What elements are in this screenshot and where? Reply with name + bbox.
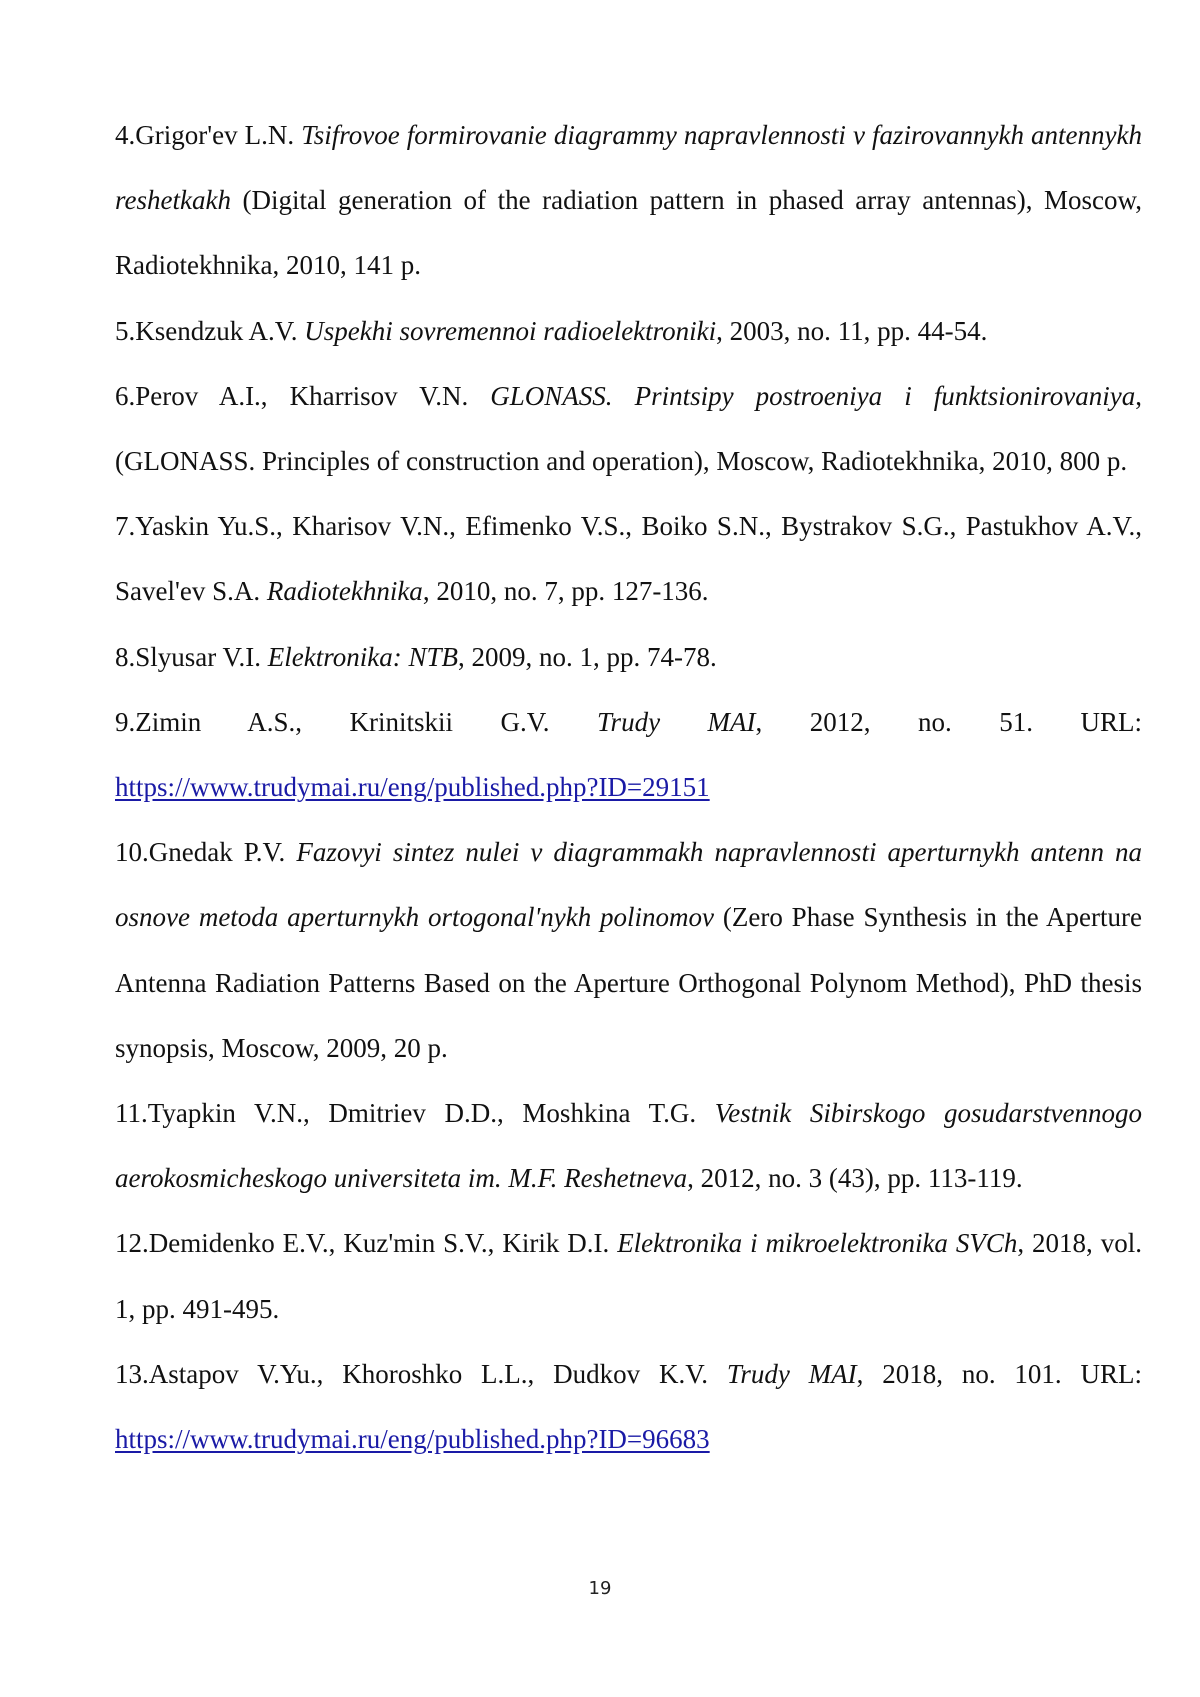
reference-authors: Ksendzuk A.V.: [135, 315, 298, 346]
reference-details: , 2012, no. 51. URL:: [755, 706, 1143, 737]
reference-item: [115, 299, 1142, 364]
reference-number: 13.: [115, 1358, 149, 1389]
reference-title: Elektronika i mikroelektronika SVCh: [617, 1228, 1018, 1259]
reference-item: [115, 103, 1142, 299]
reference-details: , 2009, no. 1, pp. 74-78.: [458, 641, 717, 672]
reference-item: [115, 690, 1142, 820]
reference-authors: Grigor'ev L.N.: [135, 120, 295, 150]
reference-authors: Astapov V.Yu., Khoroshko L.L., Dudkov K.V.: [148, 1358, 708, 1389]
reference-details: , (GLONASS. Principles of construction and operation), Moscow, Radiotekhnika, 2010, 800 p.: [115, 380, 1143, 477]
reference-number: 7.: [115, 511, 136, 542]
reference-title: Tsifrovoe formirovanie diagrammy napravlennosti v fazirovannykh antennykh reshetkakh: [115, 120, 1143, 216]
reference-title: Elektronika: NTB: [267, 641, 458, 672]
reference-number: 9.: [115, 706, 136, 737]
reference-title: Trudy MAI: [597, 706, 756, 737]
reference-authors: Yaskin Yu.S., Kharisov V.N., Efimenko V.S., Boiko S.N., Bystrakov S.G., Pastukhov A.V., Savel'ev S.A.: [115, 511, 1142, 607]
reference-url-link[interactable]: https://www.trudymai.ru/eng/published.php?ID=29151: [115, 772, 710, 803]
reference-number: 5.: [115, 315, 136, 346]
reference-item: [115, 1211, 1142, 1341]
reference-details: , 2010, no. 7, pp. 127-136.: [422, 576, 709, 607]
reference-authors: Perov A.I., Kharrisov V.N.: [135, 380, 469, 411]
reference-number: 10.: [115, 837, 149, 868]
reference-item: [115, 494, 1142, 624]
reference-title: Radiotekhnika: [266, 576, 423, 607]
reference-authors: Gnedak P.V.: [148, 837, 286, 868]
reference-details: , 2003, no. 11, pp. 44-54.: [716, 315, 988, 346]
reference-details: (Zero Phase Synthesis in the Aperture Antenna Radiation Patterns Based on the Aperture Orthogonal Polynom Method), PhD thesis synopsis, Moscow, 2009, 20 p.: [115, 902, 1142, 1063]
reference-details: (Digital generation of the radiation pattern in phased array antennas), Moscow, Radiotekhnika, 2010, 141 p.: [115, 185, 1143, 281]
reference-title: Fazovyi sintez nulei v diagrammakh napravlennosti aperturnykh antenn na osnove metoda aperturnykh ortogonal'nykh polinomov: [115, 837, 1143, 933]
reference-number: 8.: [115, 641, 136, 672]
reference-title: Trudy MAI: [726, 1358, 857, 1389]
reference-item: [115, 625, 1142, 690]
reference-item: [115, 364, 1142, 494]
reference-list: [115, 103, 1142, 1472]
reference-item: [115, 1081, 1142, 1211]
reference-number: 6.: [115, 380, 136, 411]
reference-item: [115, 820, 1142, 1081]
reference-title: Uspekhi sovremennoi radioelektroniki: [304, 315, 717, 346]
reference-item: [115, 1342, 1142, 1472]
reference-authors: Tyapkin V.N., Dmitriev D.D., Moshkina T.G.: [147, 1098, 697, 1129]
reference-url-link[interactable]: https://www.trudymai.ru/eng/published.php?ID=96683: [115, 1424, 710, 1455]
reference-title: Vestnik Sibirskogo gosudarstvennogo aerokosmicheskogo universiteta im. M.F. Reshetneva: [115, 1098, 1142, 1194]
reference-number: 4.: [115, 120, 136, 150]
reference-details: , 2018, no. 101. URL:: [856, 1358, 1143, 1389]
reference-number: 11.: [115, 1098, 148, 1129]
reference-authors: Zimin A.S., Krinitskii G.V.: [135, 706, 550, 737]
reference-details: , 2018, vol. 1, pp. 491-495.: [115, 1228, 1142, 1324]
page-number: 19: [588, 1578, 612, 1599]
reference-title: GLONASS. Printsipy postroeniya i funktsionirovaniya: [490, 380, 1136, 411]
reference-authors: Slyusar V.I.: [135, 641, 262, 672]
reference-number: 12.: [115, 1228, 149, 1259]
reference-details: , 2012, no. 3 (43), pp. 113-119.: [687, 1163, 1023, 1194]
reference-authors: Demidenko E.V., Kuz'min S.V., Kirik D.I.: [148, 1228, 610, 1259]
